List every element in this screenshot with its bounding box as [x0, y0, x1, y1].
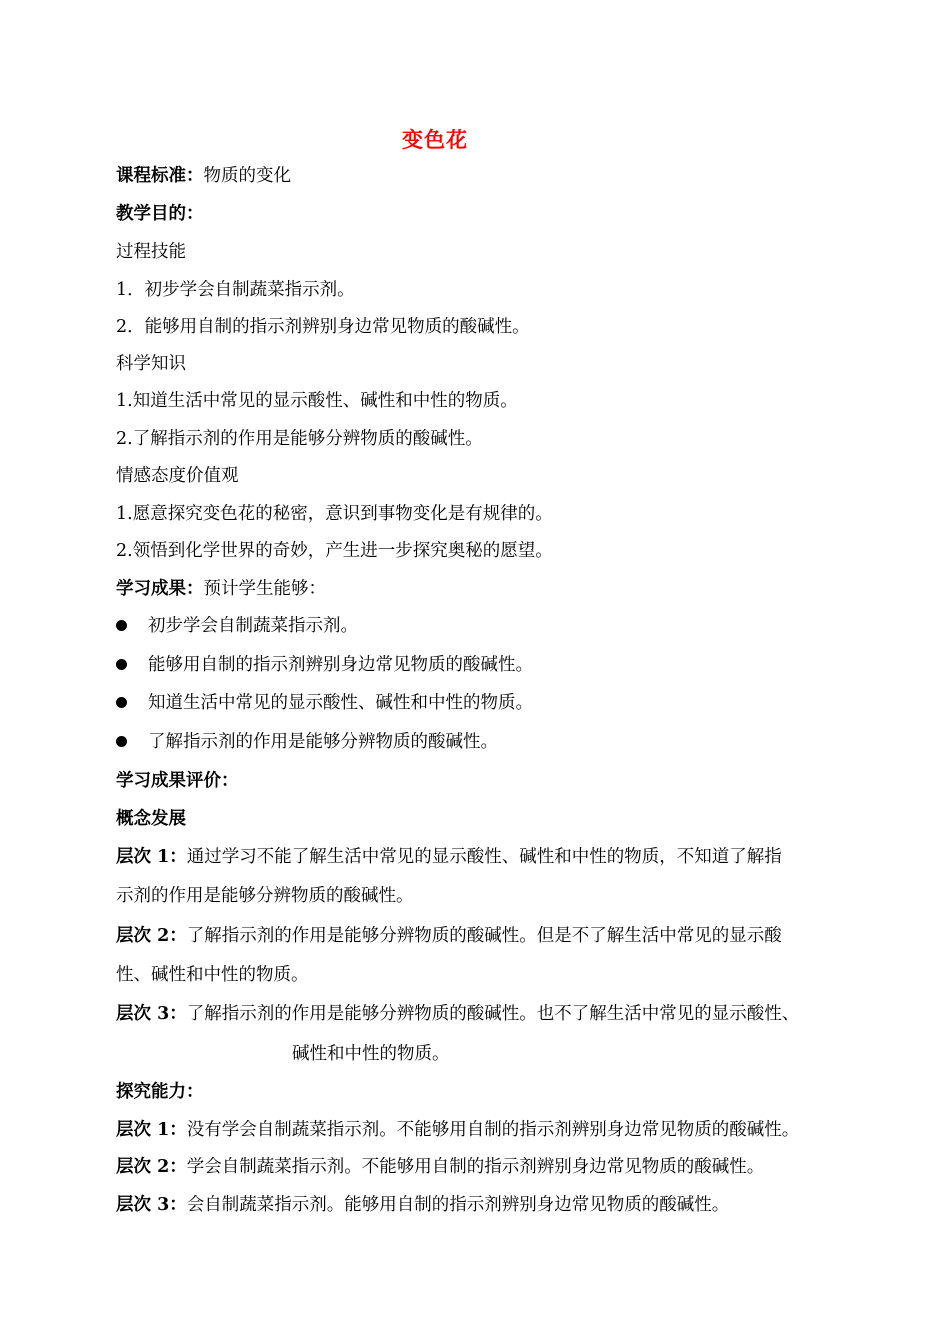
curriculum-line	[116, 164, 291, 188]
level-label: 层次 1：	[116, 847, 187, 867]
concept-level-2-continued: 性、碱性和中性的物质。	[116, 965, 309, 985]
concept-level-3	[116, 1002, 799, 1026]
evaluation-heading: 学习成果评价：	[116, 771, 239, 791]
science-knowledge-item: 1.知道生活中常见的显示酸性、碱性和中性的物质。	[116, 391, 518, 411]
inquiry-level-3	[116, 1193, 729, 1217]
inquiry-title: 探究能力：	[116, 1082, 204, 1102]
page-title: 变色花	[402, 127, 468, 152]
bullet-dot-icon	[116, 659, 127, 670]
outcomes-line	[116, 577, 326, 601]
objectives-heading: 教学目的：	[116, 204, 204, 224]
outcome-bullet-item: 初步学会自制蔬菜指示剂。	[148, 616, 358, 636]
bullet-dot-icon	[116, 736, 127, 747]
level-label: 层次 2：	[116, 1157, 187, 1177]
level-text: 没有学会自制蔬菜指示剂。不能够用自制的指示剂辨别身边常见物质的酸碱性。	[186, 1120, 800, 1140]
concept-level-2	[116, 924, 782, 948]
outcome-bullet-item: 了解指示剂的作用是能够分辨物质的酸碱性。	[148, 732, 498, 752]
outcomes-value: 预计学生能够：	[203, 579, 326, 599]
concept-level-1-continued: 示剂的作用是能够分辨物质的酸碱性。	[116, 886, 414, 906]
bullet-dot-icon	[116, 697, 127, 708]
level-text: 通过学习不能了解生活中常见的显示酸性、碱性和中性的物质，不知道了解指	[186, 847, 782, 867]
concept-level-1	[116, 845, 782, 869]
level-label: 层次 2：	[116, 926, 187, 946]
concept-title: 概念发展	[116, 809, 186, 829]
inquiry-level-1	[116, 1118, 799, 1142]
curriculum-label: 课程标准：	[116, 166, 204, 186]
attitude-values-item: 1.愿意探究变色花的秘密，意识到事物变化是有规律的。	[116, 504, 553, 524]
level-text: 会自制蔬菜指示剂。能够用自制的指示剂辨别身边常见物质的酸碱性。	[186, 1195, 730, 1215]
outcomes-label: 学习成果：	[116, 579, 204, 599]
attitude-values-title: 情感态度价值观	[116, 466, 239, 486]
science-knowledge-title: 科学知识	[116, 354, 186, 374]
level-label: 层次 1：	[116, 1120, 187, 1140]
level-label: 层次 3：	[116, 1195, 187, 1215]
level-text: 了解指示剂的作用是能够分辨物质的酸碱性。也不了解生活中常见的显示酸性、	[186, 1004, 800, 1024]
outcome-bullet-item: 能够用自制的指示剂辨别身边常见物质的酸碱性。	[148, 655, 533, 675]
outcome-bullet-item: 知道生活中常见的显示酸性、碱性和中性的物质。	[148, 693, 533, 713]
level-text: 学会自制蔬菜指示剂。不能够用自制的指示剂辨别身边常见物质的酸碱性。	[186, 1157, 765, 1177]
process-skill-item: 1．初步学会自制蔬菜指示剂。	[116, 280, 355, 300]
concept-level-3-continued: 碱性和中性的物质。	[292, 1044, 450, 1064]
process-skills-title: 过程技能	[116, 242, 186, 262]
level-text: 了解指示剂的作用是能够分辨物质的酸碱性。但是不了解生活中常见的显示酸	[186, 926, 782, 946]
level-label: 层次 3：	[116, 1004, 187, 1024]
process-skill-item: 2．能够用自制的指示剂辨别身边常见物质的酸碱性。	[116, 317, 530, 337]
curriculum-value: 物质的变化	[203, 166, 291, 186]
bullet-dot-icon	[116, 620, 127, 631]
attitude-values-item: 2.领悟到化学世界的奇妙，产生进一步探究奥秘的愿望。	[116, 541, 553, 561]
science-knowledge-item: 2.了解指示剂的作用是能够分辨物质的酸碱性。	[116, 429, 483, 449]
inquiry-level-2	[116, 1155, 764, 1179]
